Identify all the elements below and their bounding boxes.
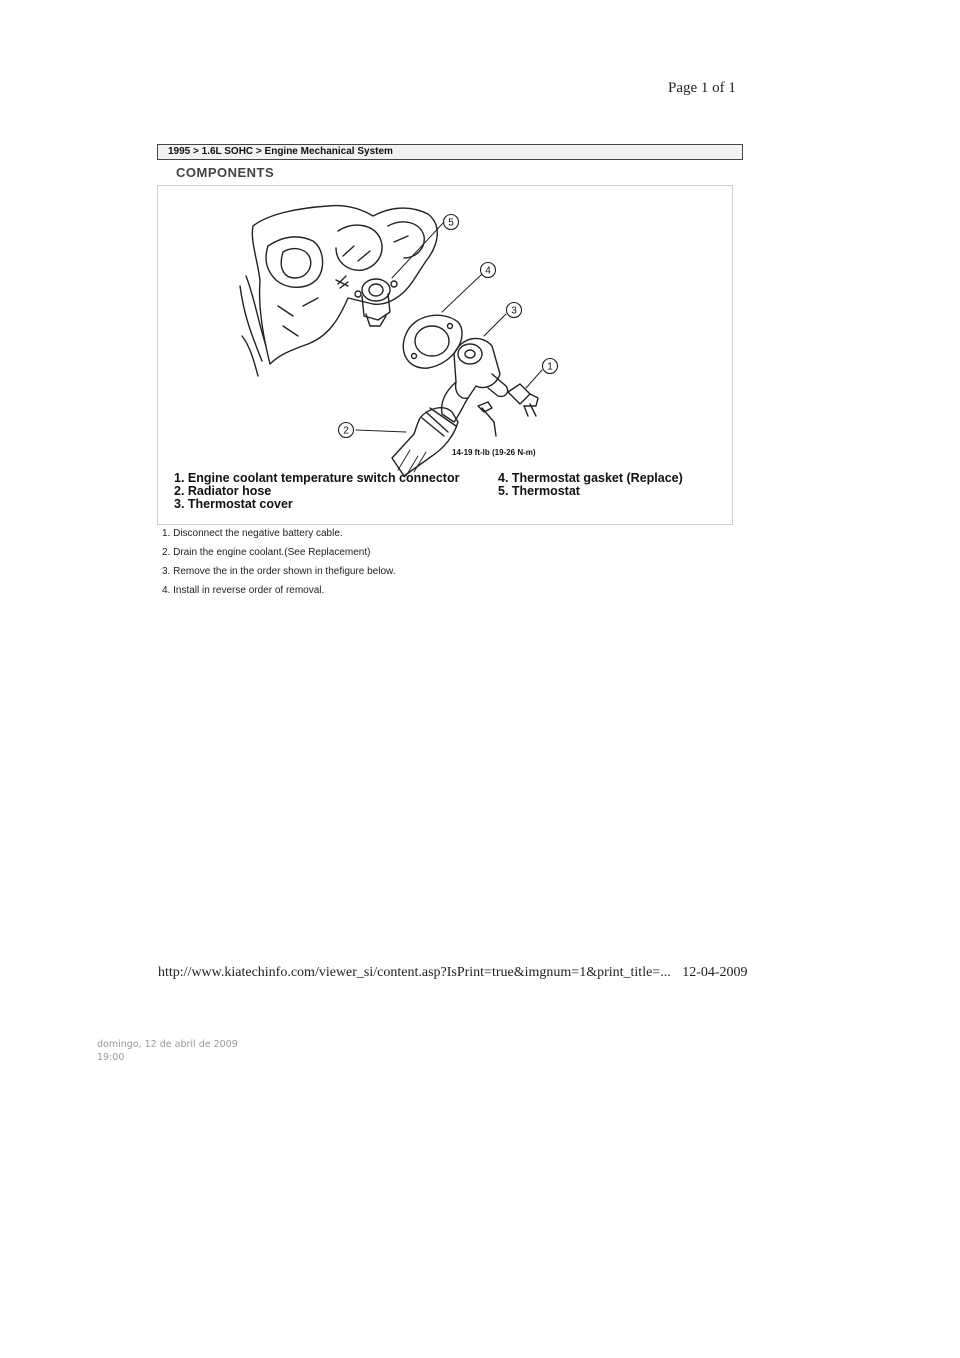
timestamp-time: 19:00	[97, 1052, 125, 1063]
section-title: COMPONENTS	[176, 165, 275, 180]
timestamp-date: domingo, 12 de abril de 2009	[97, 1039, 238, 1050]
leader-line-4	[442, 274, 482, 312]
procedure-steps	[162, 527, 395, 603]
step-item: 3. Remove the in the order shown in thefigure below.	[162, 566, 396, 577]
step-item: 4. Install in reverse order of removal.	[162, 585, 325, 596]
breadcrumb: 1995 > 1.6L SOHC > Engine Mechanical System	[157, 144, 743, 160]
callout-1: 1	[547, 361, 553, 373]
legend-left	[174, 472, 459, 511]
bolt-part	[478, 402, 496, 436]
legend-right	[498, 472, 683, 498]
legend-item: 3. Thermostat cover	[174, 497, 293, 511]
thermostat-part	[355, 279, 397, 326]
step-item: 1. Disconnect the negative battery cable.	[162, 528, 343, 539]
leader-line-2	[356, 430, 406, 432]
gasket-part	[403, 315, 462, 368]
callout-5: 5	[448, 217, 454, 229]
legend-item: 2. Radiator hose	[174, 484, 272, 498]
leader-line-1	[526, 370, 542, 388]
leader-line-3	[484, 314, 506, 336]
source-url: http://www.kiatechinfo.com/viewer_si/content.asp?IsPrint=true&imgnum=1&print_title=...	[158, 965, 671, 980]
print-date: 12-04-2009	[682, 965, 748, 980]
components-figure	[157, 185, 733, 525]
sensor-connector-part	[508, 384, 538, 416]
legend-item: 1. Engine coolant temperature switch connector	[174, 471, 460, 485]
legend-item: 5. Thermostat	[498, 484, 580, 498]
callout-2: 2	[343, 425, 349, 437]
thermostat-cover-part	[442, 338, 508, 422]
print-footer	[158, 965, 748, 981]
legend-item: 4. Thermostat gasket (Replace)	[498, 471, 683, 485]
page-number: Page 1 of 1	[668, 80, 736, 96]
step-item: 2. Drain the engine coolant.(See Replacement)	[162, 547, 371, 558]
callout-3: 3	[511, 305, 517, 317]
leader-line-5	[392, 222, 444, 278]
timestamp	[97, 1038, 238, 1064]
callout-4: 4	[485, 265, 491, 277]
torque-spec: 14-19 ft-lb (19-26 N-m)	[452, 448, 536, 457]
